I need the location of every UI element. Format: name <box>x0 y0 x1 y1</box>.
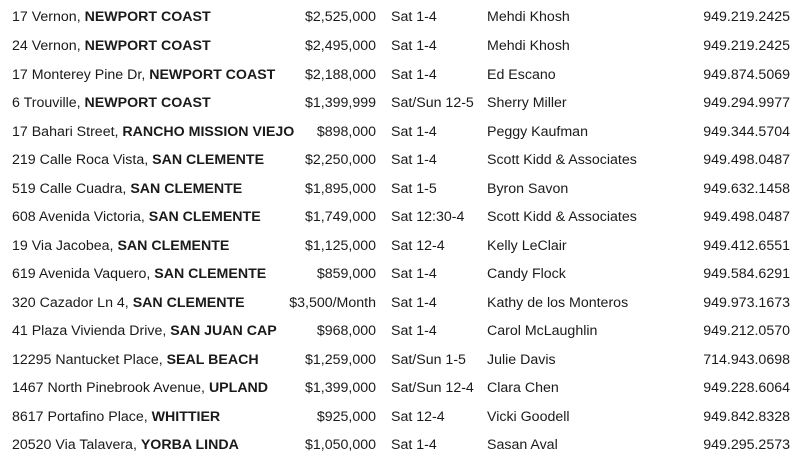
listing-street: 608 Avenida Victoria, <box>12 209 149 225</box>
listing-price: $1,259,000 <box>304 352 376 368</box>
listing-price: $1,050,000 <box>304 437 376 453</box>
listing-address <box>12 346 259 374</box>
listing-row <box>0 260 800 288</box>
listing-address <box>12 317 277 345</box>
listing-open-hours: Sat 1-4 <box>391 323 437 339</box>
listing-address <box>12 374 268 402</box>
listing-phone: 949.874.5069 <box>703 67 790 83</box>
listing-phone: 949.294.9977 <box>703 95 790 111</box>
listing-agent: Julie Davis <box>487 352 556 368</box>
listing-city: SAN CLEMENTE <box>130 181 243 197</box>
listing-price: $3,500/Month <box>289 295 376 311</box>
listing-row <box>0 317 800 345</box>
listing-open-hours: Sat 12:30-4 <box>391 209 465 225</box>
listing-address <box>12 175 242 203</box>
listing-address <box>12 61 275 89</box>
listing-address <box>12 89 211 117</box>
listing-agent: Carol McLaughlin <box>487 323 598 339</box>
listing-address <box>12 32 211 60</box>
listing-open-hours: Sat/Sun 12-5 <box>391 95 474 111</box>
listing-street: 519 Calle Cuadra, <box>12 181 131 197</box>
listing-city: UPLAND <box>208 380 269 396</box>
listing-city: SAN CLEMENTE <box>132 295 245 311</box>
listing-address <box>12 146 264 174</box>
listing-city: SAN CLEMENTE <box>152 152 265 168</box>
listing-street: 320 Cazador Ln 4, <box>12 295 133 311</box>
listing-phone: 949.498.0487 <box>703 152 790 168</box>
listing-phone: 949.212.0570 <box>703 323 790 339</box>
listing-phone: 949.412.6551 <box>703 238 790 254</box>
listing-city: NEWPORT COAST <box>84 38 211 54</box>
listing-phone: 949.584.6291 <box>703 266 790 282</box>
listing-row <box>0 118 800 146</box>
listing-city: SAN CLEMENTE <box>154 266 267 282</box>
listing-phone: 949.632.1458 <box>703 181 790 197</box>
listing-agent: Kathy de los Monteros <box>487 295 629 311</box>
listing-agent: Ed Escano <box>487 67 556 83</box>
listing-price: $2,525,000 <box>304 9 376 25</box>
listing-open-hours: Sat/Sun 1-5 <box>391 352 466 368</box>
listing-agent: Sherry Miller <box>487 95 567 111</box>
listing-street: 8617 Portafino Place, <box>12 409 152 425</box>
listing-price: $1,895,000 <box>304 181 376 197</box>
listing-city: SAN CLEMENTE <box>117 238 230 254</box>
listing-open-hours: Sat 1-4 <box>391 437 437 453</box>
listing-open-hours: Sat 1-5 <box>391 181 437 197</box>
listing-agent: Kelly LeClair <box>487 238 567 254</box>
listing-street: 619 Avenida Vaquero, <box>12 266 155 282</box>
listing-street: 17 Vernon, <box>12 9 85 25</box>
listing-open-hours: Sat 1-4 <box>391 124 437 140</box>
listing-row <box>0 3 800 31</box>
listing-open-hours: Sat 12-4 <box>391 238 445 254</box>
listing-agent: Sasan Aval <box>487 437 558 453</box>
listing-address <box>12 431 239 459</box>
listing-city: RANCHO MISSION VIEJO <box>122 124 295 140</box>
listing-city: SAN CLEMENTE <box>148 209 261 225</box>
listing-price: $925,000 <box>316 409 376 425</box>
listing-agent: Mehdi Khosh <box>487 9 570 25</box>
listing-price: $1,749,000 <box>304 209 376 225</box>
listing-agent: Vicki Goodell <box>487 409 570 425</box>
listing-row <box>0 232 800 260</box>
listing-phone: 949.498.0487 <box>703 209 790 225</box>
listing-open-hours: Sat 1-4 <box>391 38 437 54</box>
listing-open-hours: Sat 1-4 <box>391 152 437 168</box>
listing-row <box>0 431 800 459</box>
listing-price: $2,495,000 <box>304 38 376 54</box>
listing-street: 6 Trouville, <box>12 95 85 111</box>
listing-address <box>12 260 266 288</box>
listing-phone: 949.344.5704 <box>703 124 790 140</box>
listing-row <box>0 175 800 203</box>
listing-agent: Scott Kidd & Associates <box>487 209 637 225</box>
listing-address <box>12 118 294 146</box>
listing-price: $1,399,000 <box>304 380 376 396</box>
listing-street: 17 Bahari Street, <box>12 124 123 140</box>
listing-open-hours: Sat 1-4 <box>391 295 437 311</box>
listing-row <box>0 403 800 431</box>
listing-city: YORBA LINDA <box>140 437 239 453</box>
listing-street: 19 Via Jacobea, <box>12 238 118 254</box>
listing-phone: 714.943.0698 <box>703 352 790 368</box>
listing-agent: Scott Kidd & Associates <box>487 152 637 168</box>
listing-street: 20520 Via Talavera, <box>12 437 141 453</box>
listing-row <box>0 346 800 374</box>
listing-row <box>0 203 800 231</box>
listing-street: 1467 North Pinebrook Avenue, <box>12 380 209 396</box>
listing-city: SEAL BEACH <box>166 352 259 368</box>
listing-city: SAN JUAN CAP <box>170 323 277 339</box>
listing-row <box>0 89 800 117</box>
listing-phone: 949.228.6064 <box>703 380 790 396</box>
listing-open-hours: Sat 1-4 <box>391 67 437 83</box>
listing-row <box>0 61 800 89</box>
listing-agent: Peggy Kaufman <box>487 124 588 140</box>
listing-row <box>0 146 800 174</box>
listing-address <box>12 289 245 317</box>
listing-row <box>0 32 800 60</box>
listing-agent: Candy Flock <box>487 266 566 282</box>
listing-price: $859,000 <box>316 266 376 282</box>
listing-address <box>12 203 261 231</box>
listing-city: NEWPORT COAST <box>84 9 211 25</box>
listing-row <box>0 374 800 402</box>
listing-phone: 949.295.2573 <box>703 437 790 453</box>
listing-agent: Byron Savon <box>487 181 569 197</box>
listing-open-hours: Sat 1-4 <box>391 9 437 25</box>
listing-phone: 949.219.2425 <box>703 9 790 25</box>
listing-city: NEWPORT COAST <box>84 95 211 111</box>
listing-phone: 949.973.1673 <box>703 295 790 311</box>
listing-open-hours: Sat/Sun 12-4 <box>391 380 474 396</box>
listing-street: 12295 Nantucket Place, <box>12 352 167 368</box>
listing-phone: 949.842.8328 <box>703 409 790 425</box>
listing-street: 24 Vernon, <box>12 38 85 54</box>
listing-open-hours: Sat 12-4 <box>391 409 445 425</box>
listing-price: $1,125,000 <box>304 238 376 254</box>
listing-price: $898,000 <box>316 124 376 140</box>
listing-agent: Clara Chen <box>487 380 559 396</box>
listing-address <box>12 232 229 260</box>
listing-city: WHITTIER <box>151 409 221 425</box>
listing-address <box>12 403 220 431</box>
listing-street: 41 Plaza Vivienda Drive, <box>12 323 171 339</box>
listing-agent: Mehdi Khosh <box>487 38 570 54</box>
listing-open-hours: Sat 1-4 <box>391 266 437 282</box>
listing-price: $2,250,000 <box>304 152 376 168</box>
listing-address <box>12 3 211 31</box>
listing-price: $968,000 <box>316 323 376 339</box>
listing-city: NEWPORT COAST <box>149 67 276 83</box>
listing-street: 17 Monterey Pine Dr, <box>12 67 150 83</box>
listing-price: $2,188,000 <box>304 67 376 83</box>
listing-price: $1,399,999 <box>304 95 376 111</box>
listing-phone: 949.219.2425 <box>703 38 790 54</box>
listing-street: 219 Calle Roca Vista, <box>12 152 153 168</box>
listing-row <box>0 289 800 317</box>
